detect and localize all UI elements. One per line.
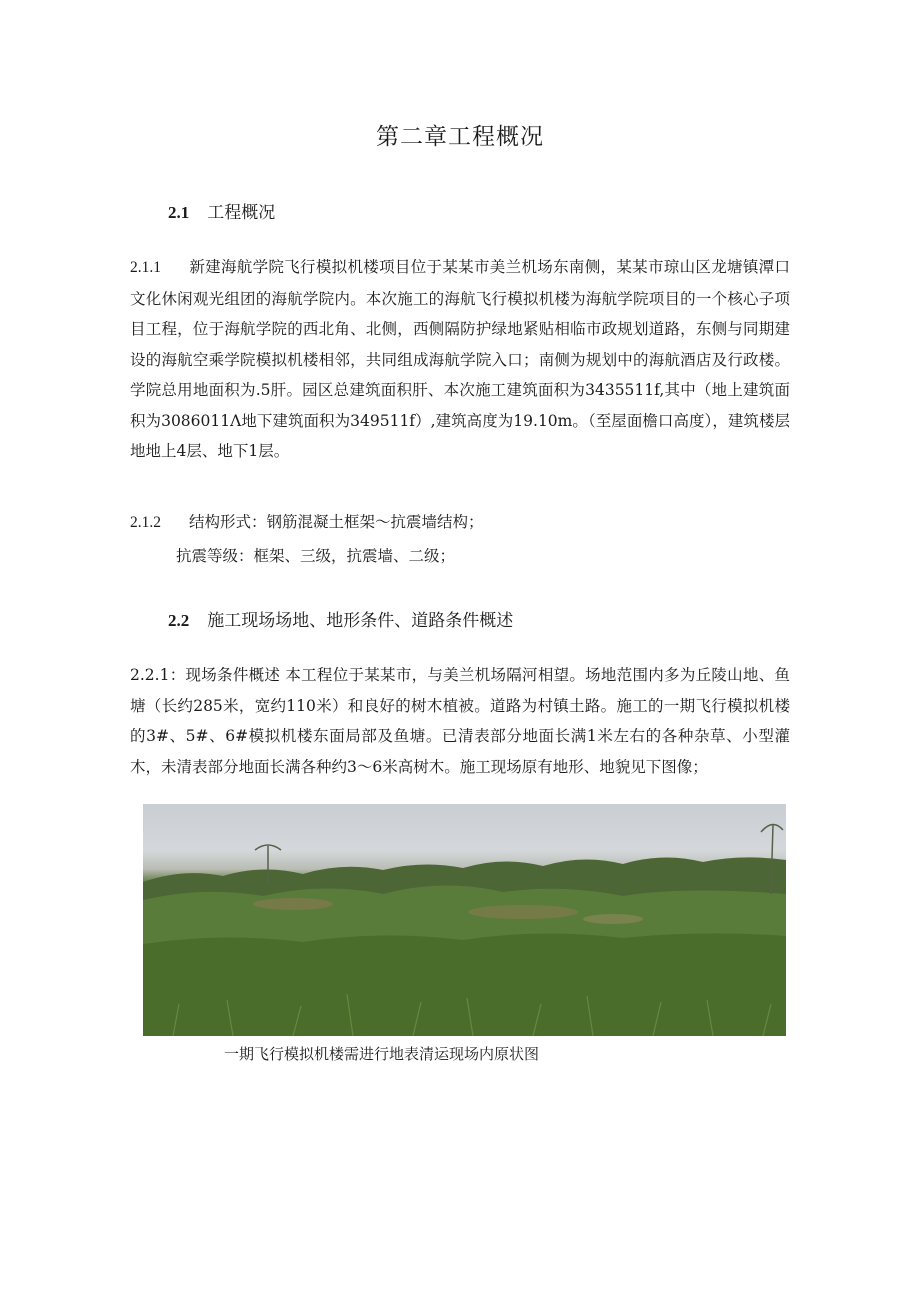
section-title: 施工现场场地、地形条件、道路条件概述 <box>207 611 514 631</box>
section-heading-2-1 <box>168 198 275 223</box>
site-photo <box>143 804 786 1036</box>
paragraph-text: 结构形式：钢筋混凝土框架～抗震墙结构； <box>189 513 484 531</box>
paragraph-2-1-2 <box>130 510 484 532</box>
chapter-title: 第二章工程概况 <box>376 124 544 150</box>
paragraph-2-1-1 <box>130 252 790 467</box>
section-number: 2.2 <box>168 611 190 630</box>
seismic-grade-line: 抗震等级：框架、三级，抗震墙、二级； <box>176 547 456 565</box>
paragraph-2-2-1 <box>130 660 790 782</box>
dry-grass-patch <box>468 905 578 919</box>
paragraph-text: 2.2.1：现场条件概述 本工程位于某某市，与美兰机场隔河相望。场地范围内多为丘陵山地、鱼塘（长约285米，宽约110米）和良好的树木植被。道路为村镇土路。施工的一期飞行模拟机楼的3#、5#、6#模拟机楼东面局部及鱼塘。已清表部分地面长满1米左右的各种杂草、小型灌木，未清表部分地面长满各种约3～6米高树木。施工现场原有地形、地貌见下图像； <box>130 666 790 776</box>
foreground-grass <box>143 933 786 1036</box>
section-number: 2.1 <box>168 203 190 222</box>
dry-grass-patch <box>583 914 643 924</box>
paragraph-text: 新建海航学院飞行模拟机楼项目位于某某市美兰机场东南侧，某某市琼山区龙塘镇潭口文化休闲观光组团的海航学院内。本次施工的海航飞行模拟机楼为海航学院项目的一个核心子项目工程，位于海航学院的西北角、北侧，西侧隔防护绿地紧贴相临市政规划道路，东侧与同期建设的海航空乘学院模拟机楼相邻，共同组成海航学院入口；南侧为规划中的海航酒店及行政楼。学院总用地面积为.5肝。园区总建筑面积肝、本次施工建筑面积为3435511f,其中（地上建筑面积为3086011Λ地下建筑面积为349511f）,建筑高度为19.10m。（至屋面檐口高度），建筑楼层地地上4层、地下1层。 <box>130 258 790 460</box>
section-title: 工程概况 <box>207 203 276 223</box>
dry-grass-patch <box>253 898 333 910</box>
paragraph-number: 2.1.1 <box>130 259 161 276</box>
site-photo-drawing <box>143 804 786 1036</box>
section-heading-2-2 <box>168 606 513 631</box>
photo-caption: 一期飞行模拟机楼需进行地表清运现场内原状图 <box>224 1045 540 1063</box>
paragraph-number: 2.1.2 <box>130 514 161 531</box>
